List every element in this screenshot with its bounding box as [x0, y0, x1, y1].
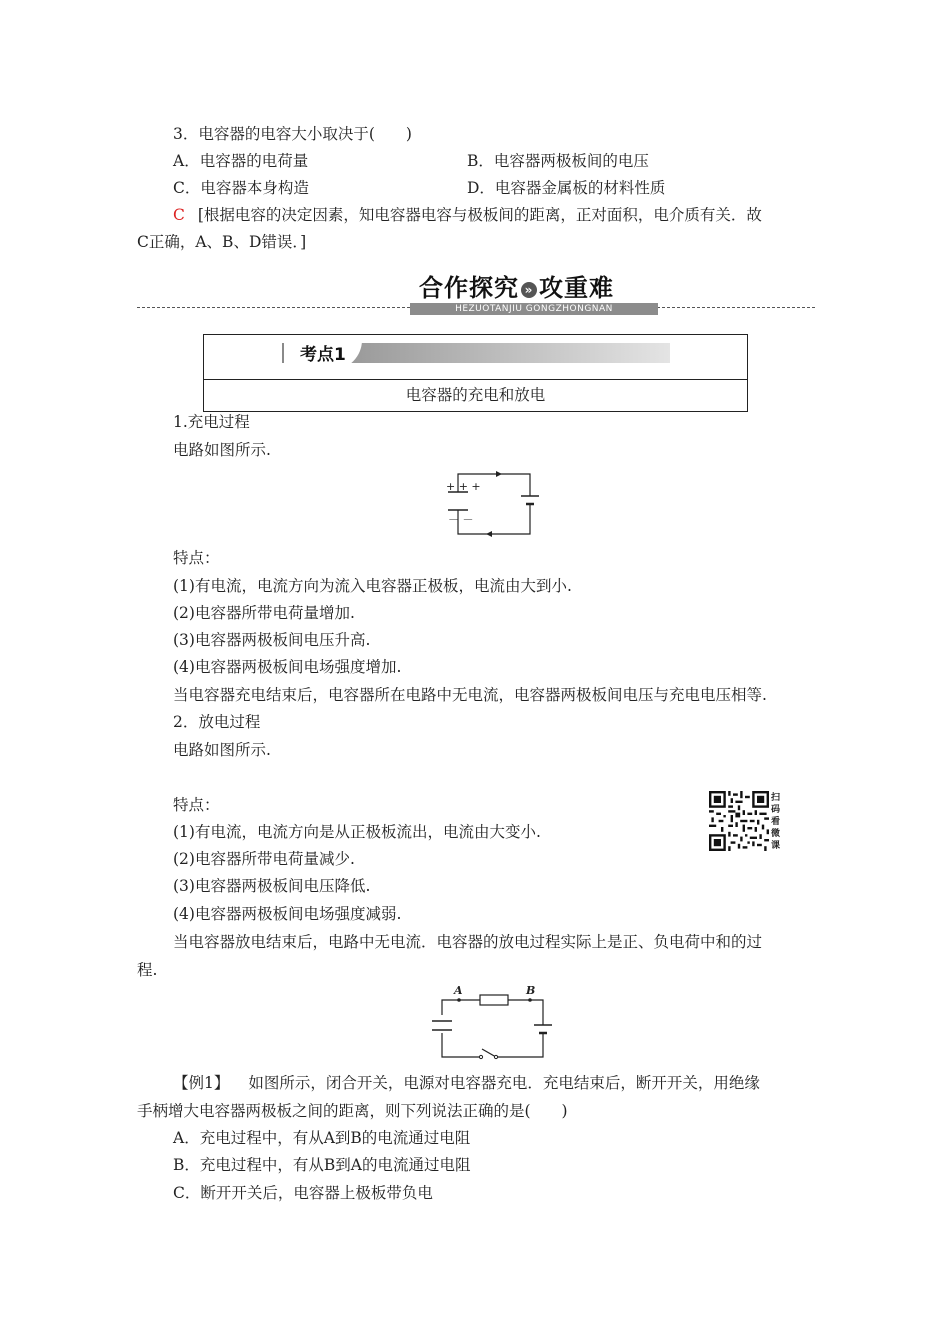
- charge-feature-4: (4)电容器两极板间电场强度增加.: [173, 658, 402, 676]
- qr-caption: 扫码看微课: [771, 793, 781, 851]
- plus-charges: + + +: [446, 480, 481, 493]
- answer-explanation: [根据电容的决定因素，知电容器电容与极板间的距离，正对面积，电介质有关．故: [197, 206, 762, 224]
- discharge-feature-4: (4)电容器两极板间电场强度减弱.: [173, 905, 402, 923]
- example1-stem-line1: 如图所示，闭合开关，电源对电容器充电．充电结束后，断开开关，用绝缘: [248, 1074, 760, 1092]
- kaodian-box: [203, 334, 748, 412]
- qr-code-icon[interactable]: [709, 791, 769, 851]
- discharge-features-label: 特点：: [173, 796, 220, 814]
- charge-conclusion: 当电容器充电结束后，电容器所在电路中无电流，电容器两极板间电压与充电电压相等.: [173, 686, 767, 704]
- circuit-wire-top-right: [508, 1000, 543, 1025]
- answer-explanation-continued: C正确，A、B、D错误．]: [137, 233, 307, 251]
- charge-feature-1: (1)有电流，电流方向为流入电容器正极板，电流由大到小.: [173, 577, 572, 595]
- question3-option-d: D．电容器金属板的材料性质: [467, 179, 666, 197]
- charge-feature-2: (2)电容器所带电荷量增加.: [173, 604, 355, 622]
- example1-stem-continued: 手柄增大电容器两极板之间的距离，则下列说法正确的是( ): [137, 1102, 568, 1120]
- discharge-conclusion-continued: 程.: [137, 961, 158, 979]
- question3-option-b: B．电容器两极板间的电压: [467, 152, 649, 170]
- banner-title-left: 合作探究: [419, 274, 519, 302]
- discharge-feature-1: (1)有电流，电流方向是从正极板流出，电流由大变小.: [173, 823, 541, 841]
- current-arrow-icon: [486, 531, 492, 537]
- label-a: A: [454, 984, 463, 997]
- discharge-circuit-note: 电路如图所示.: [173, 741, 271, 759]
- charge-circuit-diagram: [440, 470, 550, 540]
- question3-stem: 3．电容器的电容大小取决于( ): [173, 125, 412, 143]
- switch-contact: [479, 1055, 482, 1058]
- charge-heading: 1.充电过程: [173, 413, 250, 431]
- circuit-wire-bottom-right: [496, 1033, 543, 1057]
- resistor: [480, 995, 508, 1005]
- example1-stem: [173, 1073, 760, 1093]
- circuit-wire-bottom-left: [442, 1033, 480, 1057]
- charge-circuit-note: 电路如图所示.: [173, 441, 271, 459]
- circuit-wire-top-left: [442, 1000, 480, 1015]
- label-b: B: [526, 984, 536, 997]
- example1-option-c: C．断开开关后，电容器上极板带负电: [173, 1184, 433, 1202]
- example1-option-b: B．充电过程中，有从B到A的电流通过电阻: [173, 1156, 471, 1174]
- switch-contact: [494, 1055, 497, 1058]
- section-banner: [419, 268, 614, 303]
- minus-charges: － －: [448, 513, 474, 526]
- discharge-heading: 2．放电过程: [173, 713, 261, 731]
- kaodian-title: 电容器的充电和放电: [405, 386, 546, 404]
- example1-option-a: A．充电过程中，有从A到B的电流通过电阻: [173, 1129, 471, 1147]
- charge-feature-3: (3)电容器两极板间电压升高.: [173, 631, 371, 649]
- discharge-feature-3: (3)电容器两极板间电压降低.: [173, 877, 371, 895]
- node-b: [528, 998, 532, 1002]
- current-arrow-icon: [496, 471, 502, 477]
- answer-letter: C: [173, 206, 185, 224]
- example-circuit-diagram: [430, 985, 555, 1065]
- discharge-feature-2: (2)电容器所带电荷量减少.: [173, 850, 355, 868]
- banner-title-right: 攻重难: [539, 274, 614, 302]
- question3-option-a: A．电容器的电荷量: [173, 152, 309, 170]
- question3-option-c: C．电容器本身构造: [173, 179, 309, 197]
- chevron-right-icon: »: [521, 282, 537, 298]
- discharge-conclusion: 当电容器放电结束后，电路中无电流．电容器的放电过程实际上是正、负电荷中和的过: [173, 933, 763, 951]
- kaodian-badge: 考点1: [284, 340, 362, 370]
- charge-features-label: 特点：: [173, 549, 220, 567]
- example1-tag: 【例1】: [173, 1074, 230, 1092]
- question3-answer: [173, 205, 762, 225]
- switch-lever: [482, 1049, 496, 1057]
- banner-subtitle: HEZUOTANJIU GONGZHONGNAN: [410, 303, 658, 315]
- node-a: [457, 998, 461, 1002]
